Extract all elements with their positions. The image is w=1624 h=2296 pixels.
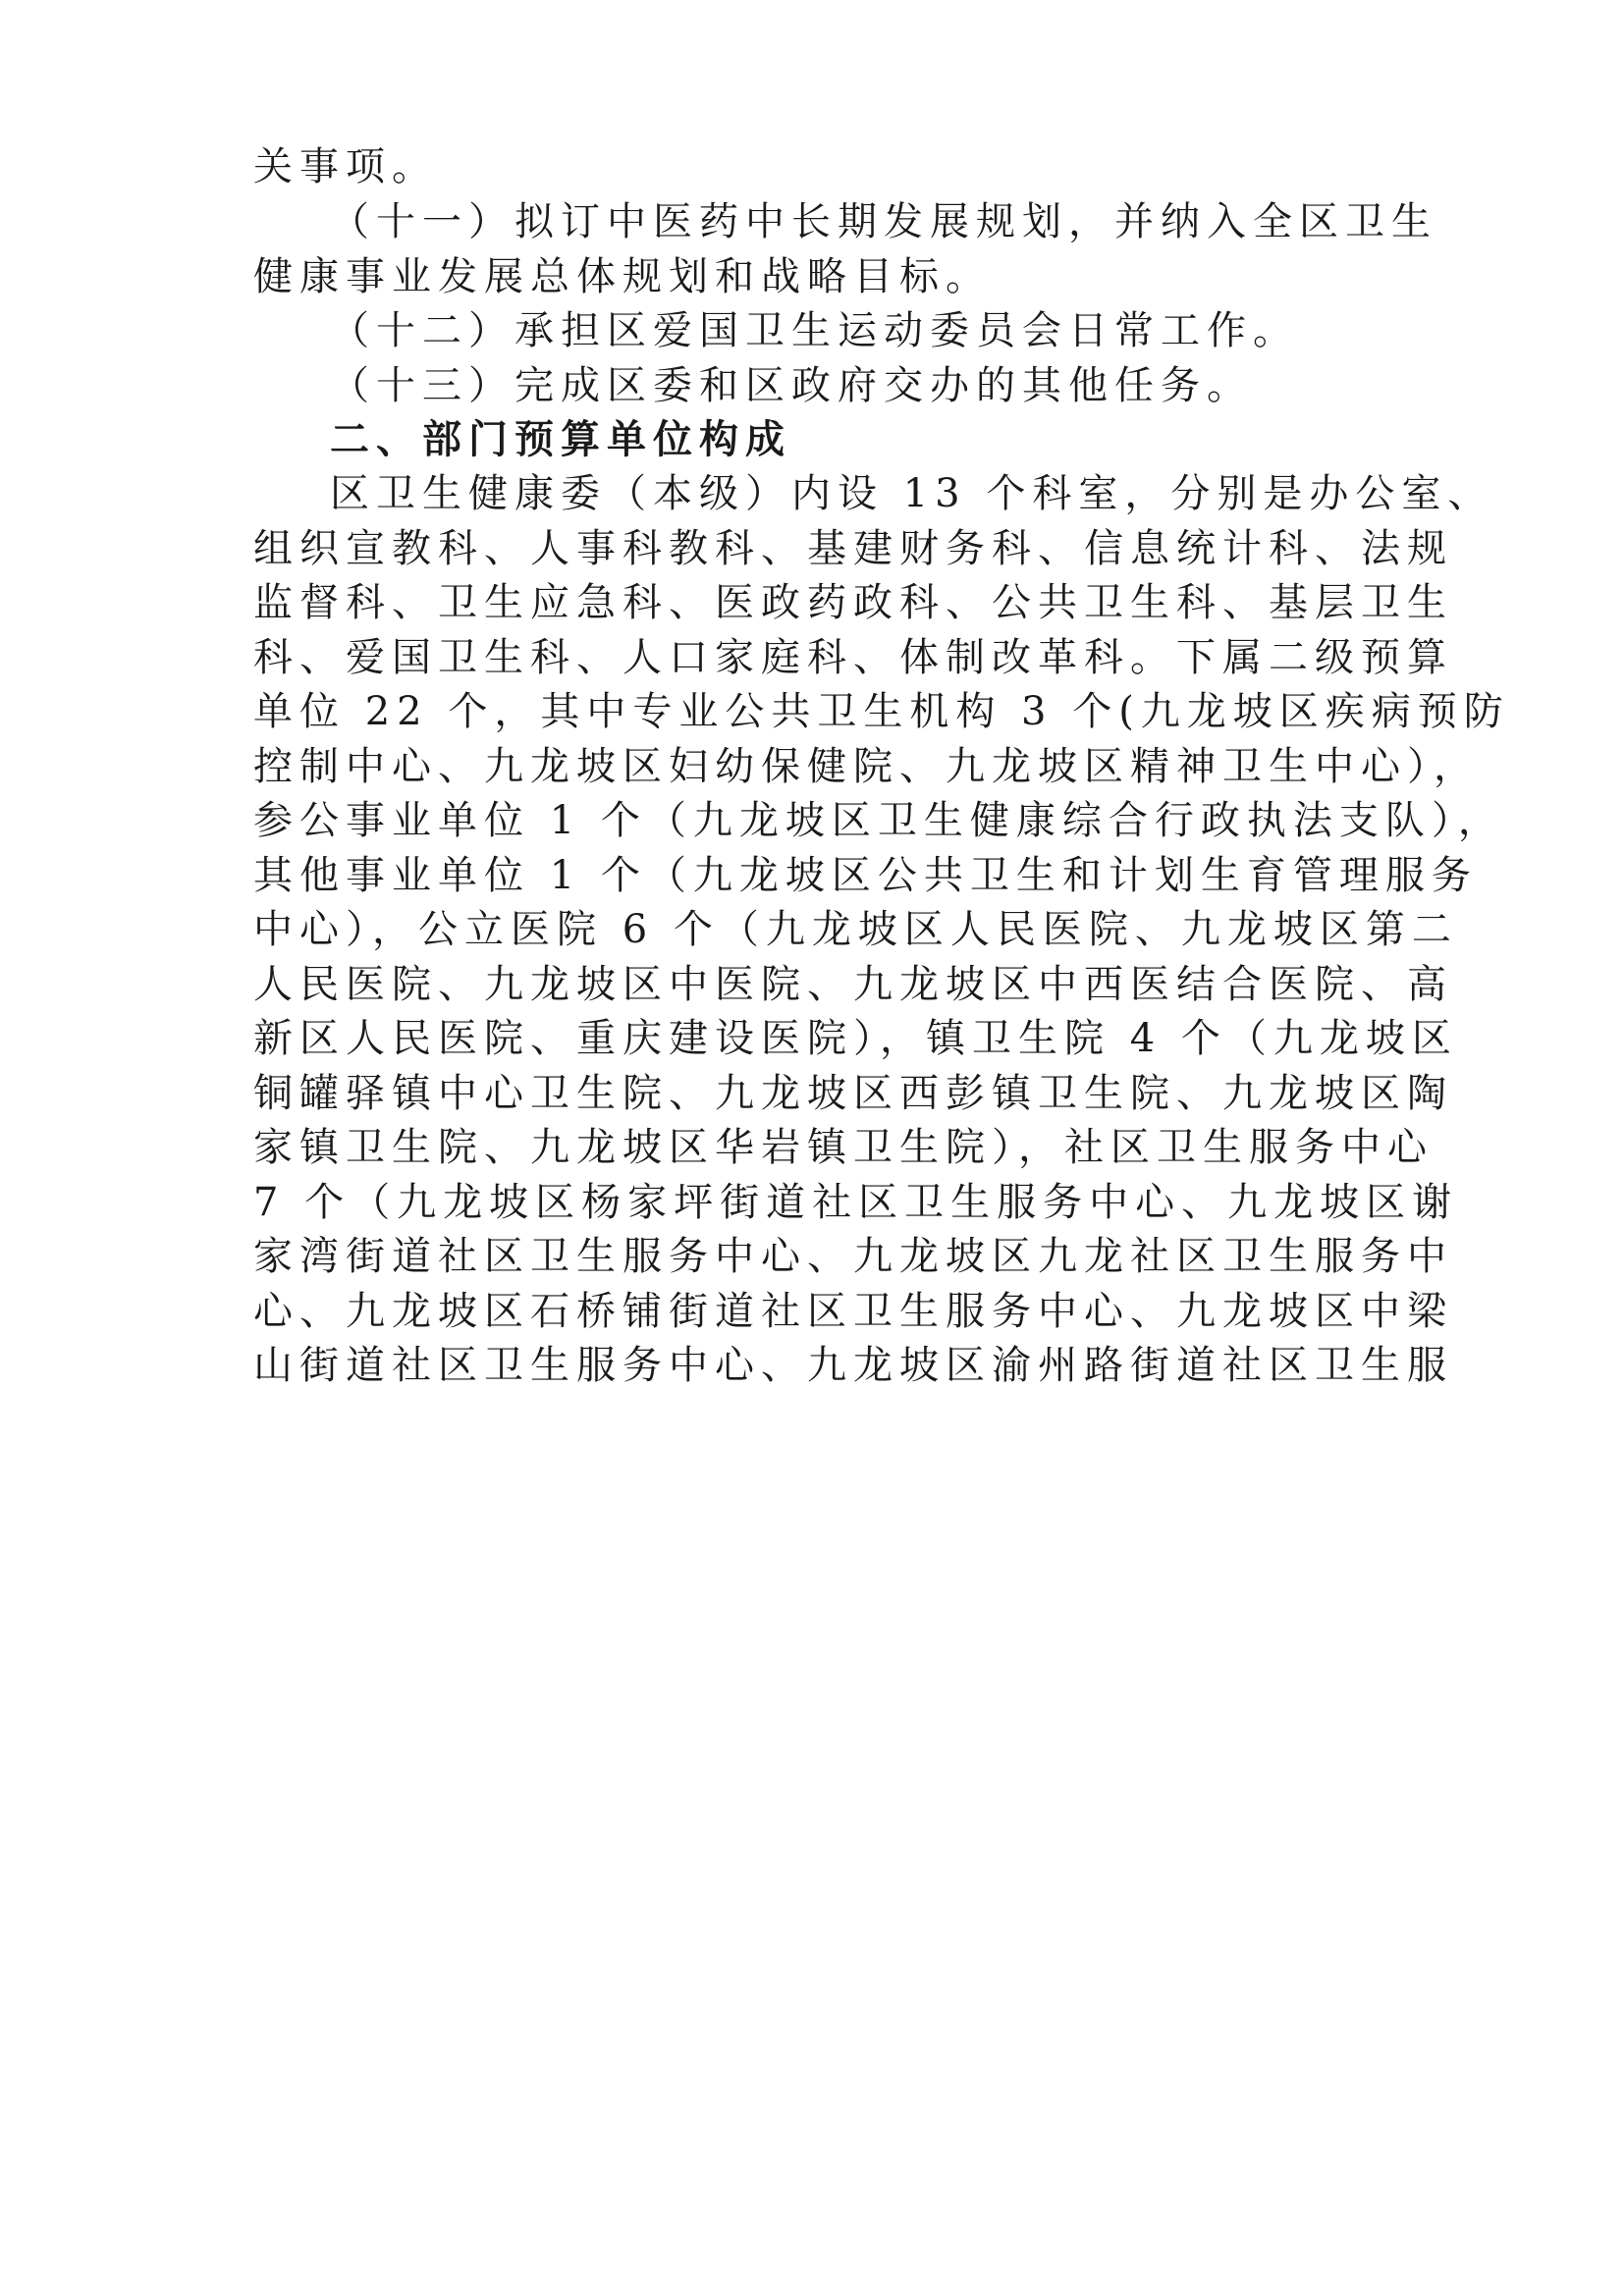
- text-line-7: 区卫生健康委（本级）内设 13 个科室，分别是办公室、: [330, 471, 1494, 516]
- text-line-8: 组织宣教科、人事科教科、基建财务科、信息统计科、法规: [253, 526, 1453, 571]
- text-line-20: 7 个（九龙坡区杨家坪街道社区卫生服务中心、九龙坡区谢: [253, 1180, 1459, 1225]
- text-line-11: 单位 22 个，其中专业公共卫生机构 3 个(九龙坡区疾病预防: [253, 689, 1510, 734]
- text-line-4: （十二）承担区爱国卫生运动委员会日常工作。: [330, 308, 1299, 353]
- text-line-16: 人民医院、九龙坡区中医院、九龙坡区中西医结合医院、高: [253, 962, 1453, 1007]
- text-line-2: （十一）拟订中医药中长期发展规划，并纳入全区卫生: [330, 199, 1437, 244]
- text-line-3: 健康事业发展总体规划和战略目标。: [253, 254, 992, 299]
- text-line-9: 监督科、卫生应急科、医政药政科、公共卫生科、基层卫生: [253, 580, 1453, 625]
- text-line-12: 控制中心、九龙坡区妇幼保健院、九龙坡区精神卫生中心），: [253, 744, 1480, 789]
- text-line-1: 关事项。: [253, 144, 438, 189]
- text-line-22: 心、九龙坡区石桥铺街道社区卫生服务中心、九龙坡区中梁: [253, 1289, 1453, 1334]
- section-heading: 二、部门预算单位构成: [330, 417, 791, 462]
- text-line-14: 其他事业单位 1 个（九龙坡区公共卫生和计划生育管理服务: [253, 853, 1478, 898]
- text-line-15: 中心），公立医院 6 个（九龙坡区人民医院、九龙坡区第二: [253, 907, 1458, 952]
- text-line-17: 新区人民医院、重庆建设医院），镇卫生院 4 个（九龙坡区: [253, 1016, 1458, 1061]
- text-line-5: （十三）完成区委和区政府交办的其他任务。: [330, 363, 1253, 408]
- text-line-10: 科、爱国卫生科、人口家庭科、体制改革科。下属二级预算: [253, 635, 1453, 680]
- text-line-23: 山街道社区卫生服务中心、九龙坡区渝州路街道社区卫生服: [253, 1343, 1453, 1388]
- text-line-19: 家镇卫生院、九龙坡区华岩镇卫生院），社区卫生服务中心: [253, 1125, 1434, 1170]
- text-line-18: 铜罐驿镇中心卫生院、九龙坡区西彭镇卫生院、九龙坡区陶: [253, 1071, 1453, 1116]
- text-line-21: 家湾街道社区卫生服务中心、九龙坡区九龙社区卫生服务中: [253, 1234, 1453, 1279]
- text-line-13: 参公事业单位 1 个（九龙坡区卫生健康综合行政执法支队），: [253, 798, 1504, 843]
